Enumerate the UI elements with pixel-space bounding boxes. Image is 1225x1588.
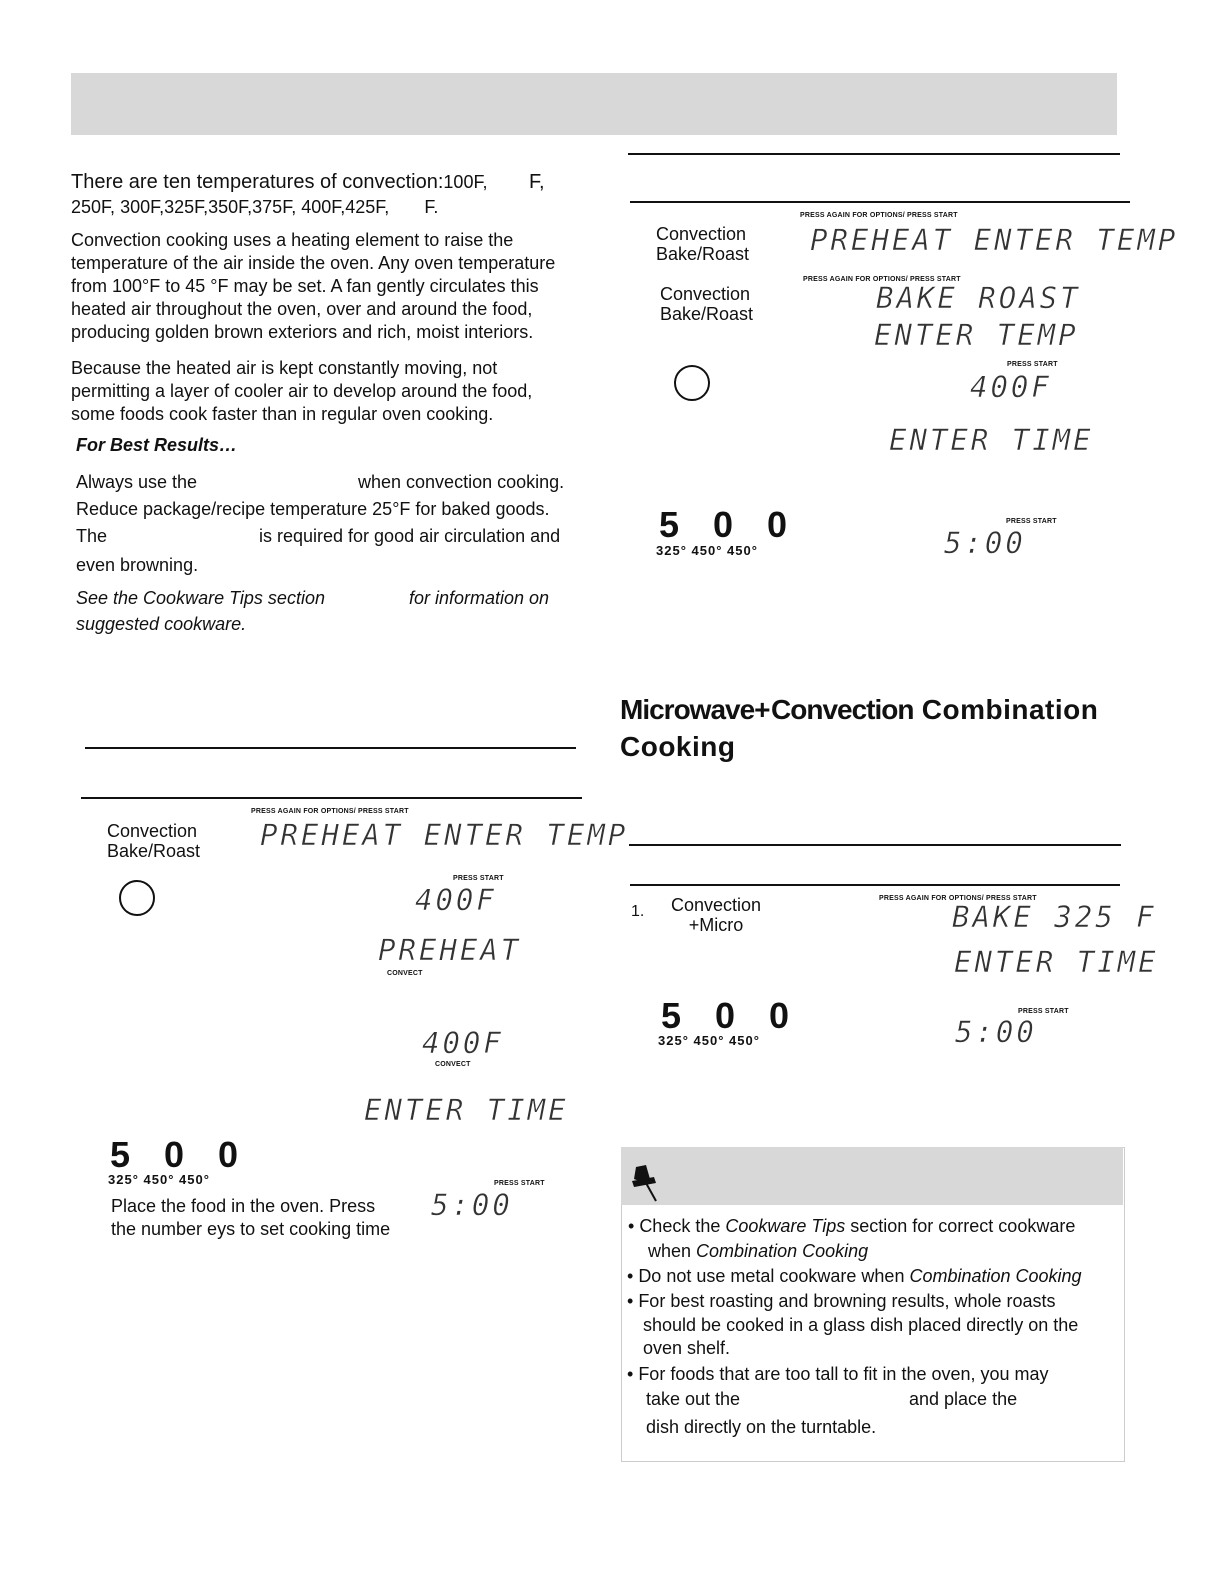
lcd-enter-time: ENTER TIME bbox=[364, 1093, 569, 1127]
note-item: take out the bbox=[646, 1389, 741, 1409]
note-item: • Check the Cookware Tips section for correct cookware bbox=[628, 1216, 1076, 1236]
start-button-icon[interactable] bbox=[119, 880, 155, 916]
best-results-line-1b: when convection cooking. bbox=[358, 472, 565, 492]
lcd-bake-325f: BAKE 325 F bbox=[952, 900, 1157, 934]
lcd-enter-temp: ENTER TEMP bbox=[874, 318, 1079, 352]
note-item: when Combination Cooking bbox=[648, 1241, 869, 1261]
press-start-hint: PRESS START bbox=[1007, 361, 1058, 368]
press-again-hint: PRESS AGAIN FOR OPTIONS/ PRESS START bbox=[800, 212, 958, 219]
press-start-hint: PRESS START bbox=[453, 875, 504, 882]
press-again-hint: PRESS AGAIN FOR OPTIONS/ PRESS START bbox=[879, 895, 1037, 902]
divider bbox=[81, 797, 582, 799]
note-item: should be cooked in a glass dish placed directly on the bbox=[643, 1315, 1079, 1335]
start-button-icon[interactable] bbox=[674, 365, 710, 401]
see-cookware-a: See the Cookware Tips section bbox=[76, 588, 325, 608]
degree-labels: 325° 450° 450° bbox=[658, 1033, 760, 1048]
note-item: oven shelf. bbox=[643, 1338, 731, 1358]
place-food-instruction: Place the food in the oven. Press the number eys to set cooking time bbox=[111, 1196, 391, 1239]
lcd-400f: 400F bbox=[415, 883, 497, 917]
number-keys[interactable]: 5 0 0 bbox=[110, 1134, 251, 1175]
press-start-hint: PRESS START bbox=[1018, 1008, 1069, 1015]
degree-labels: 325° 450° 450° bbox=[108, 1172, 210, 1187]
lcd-enter-time: ENTER TIME bbox=[889, 423, 1094, 457]
lcd-500: 5:00 bbox=[431, 1188, 513, 1222]
intro-line-1: There are ten temperatures of convection:100F, F, bbox=[71, 171, 545, 193]
note-item: • For foods that are too tall to fit in the oven, you may bbox=[627, 1364, 1049, 1384]
note-item: • For best roasting and browning results, whole roasts bbox=[627, 1291, 1056, 1311]
divider bbox=[630, 201, 1130, 203]
best-results-line-3a: The bbox=[76, 526, 108, 546]
combination-heading: Microwave+Convection Combination bbox=[620, 694, 1099, 725]
divider bbox=[630, 884, 1120, 886]
pushpin-icon bbox=[630, 1163, 664, 1208]
convect-label-2: CONVECT bbox=[435, 1061, 471, 1068]
combination-heading-2: Cooking bbox=[620, 731, 736, 762]
best-results-line-3b: is required for good air circulation and bbox=[259, 526, 561, 546]
divider bbox=[85, 747, 576, 749]
header-bar bbox=[71, 73, 1117, 135]
lcd-bake-roast: BAKE ROAST bbox=[876, 281, 1081, 315]
note-item: • Do not use metal cookware when Combination Cooking bbox=[627, 1266, 1082, 1286]
description: Convection cooking uses a heating element to raise the temperature of the air inside the oven. Any oven temperature from 100°F to 45 °F may be set. A fan gently circulates this heated air throughout the oven, over and around the food, producing golden brown exteriors and rich, moist interiors. bbox=[71, 230, 556, 342]
note-item: and place the bbox=[909, 1389, 1018, 1409]
lcd-preheat-enter-temp: PREHEAT ENTER TEMP bbox=[260, 818, 629, 852]
press-start-hint-2: PRESS START bbox=[494, 1180, 545, 1187]
convection-bake-roast-button[interactable]: Convection Bake/Roast bbox=[107, 821, 201, 861]
number-keys[interactable]: 5 0 0 bbox=[661, 995, 802, 1036]
number-keys[interactable]: 5 0 0 bbox=[659, 504, 800, 545]
lcd-enter-time: ENTER TIME bbox=[954, 945, 1159, 979]
degree-labels: 325° 450° 450° bbox=[656, 543, 758, 558]
convection-bake-roast-button-2[interactable]: Convection Bake/Roast bbox=[660, 284, 754, 324]
lcd-500: 5:00 bbox=[944, 526, 1026, 560]
lcd-preheat-enter-temp: PREHEAT ENTER TEMP bbox=[810, 223, 1179, 257]
lcd-500: 5:00 bbox=[955, 1015, 1037, 1049]
notes-header bbox=[621, 1147, 1123, 1205]
divider bbox=[629, 844, 1121, 846]
convection-bake-roast-button[interactable]: Convection Bake/Roast bbox=[656, 224, 750, 264]
best-results-line-2: Reduce package/recipe temperature 25°F for baked goods. bbox=[76, 499, 550, 519]
description-2: Because the heated air is kept constantly moving, not permitting a layer of cooler air to develop around the food, some foods cook faster than in regular oven cooking. bbox=[71, 358, 533, 424]
see-cookware-c: suggested cookware. bbox=[76, 614, 247, 634]
press-start-hint-2: PRESS START bbox=[1006, 518, 1057, 525]
step-number: 1. bbox=[631, 903, 645, 920]
best-results-line-1: Always use the bbox=[76, 472, 198, 492]
lcd-400f: 400F bbox=[970, 370, 1052, 404]
convection-micro-button[interactable]: Convection +Micro bbox=[670, 895, 762, 935]
lcd-preheat: PREHEAT bbox=[378, 933, 522, 967]
press-again-hint: PRESS AGAIN FOR OPTIONS/ PRESS START bbox=[251, 808, 409, 815]
see-cookware-b: for information on bbox=[409, 588, 550, 608]
lcd-400f-2: 400F bbox=[422, 1026, 504, 1060]
press-again-hint-2: PRESS AGAIN FOR OPTIONS/ PRESS START bbox=[803, 276, 961, 283]
note-item: dish directly on the turntable. bbox=[646, 1417, 877, 1437]
convect-label: CONVECT bbox=[387, 970, 423, 977]
best-results-line-4: even browning. bbox=[76, 555, 199, 575]
intro-line-2: 250F, 300F,325F,350F,375F, 400F,425F, F. bbox=[71, 197, 439, 217]
divider bbox=[628, 153, 1120, 155]
best-results-heading: For Best Results… bbox=[76, 435, 238, 455]
